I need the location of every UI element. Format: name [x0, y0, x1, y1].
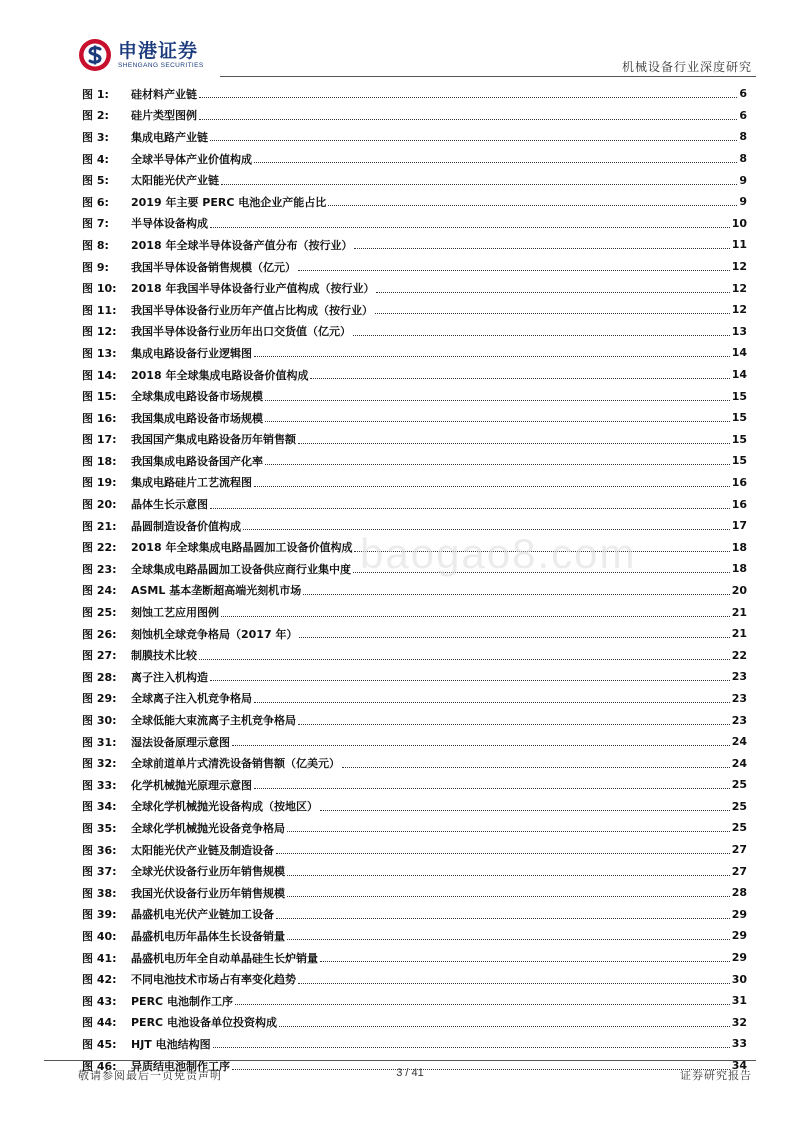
toc-dot-leader	[199, 659, 730, 660]
toc-page-number: 18	[731, 540, 747, 554]
toc-dot-leader	[221, 616, 730, 617]
toc-figure-title: 太阳能光伏产业链	[131, 174, 219, 188]
toc-dot-leader	[353, 335, 730, 336]
toc-entry[interactable]	[82, 774, 747, 796]
toc-dot-leader	[199, 97, 737, 98]
toc-figure-number: 图 20:	[82, 498, 117, 512]
company-logo	[78, 38, 204, 72]
toc-figure-number: 图 25:	[82, 606, 117, 620]
toc-entry[interactable]	[82, 493, 747, 515]
toc-figure-title: 我国半导体设备销售规模（亿元）	[131, 260, 296, 274]
toc-figure-number: 图 6:	[82, 195, 109, 209]
toc-page-number: 13	[731, 324, 747, 338]
toc-page-number: 12	[731, 281, 747, 295]
toc-figure-title: PERC 电池设备单位投资构成	[131, 1016, 277, 1030]
toc-dot-leader	[232, 745, 730, 746]
shengang-logo-icon	[78, 38, 112, 72]
toc-page-number: 34	[731, 1059, 747, 1073]
toc-figure-title: 2019 年主要 PERC 电池企业产能占比	[131, 195, 327, 209]
toc-entry[interactable]	[82, 385, 747, 407]
toc-entry[interactable]	[82, 817, 747, 839]
toc-dot-leader	[376, 292, 729, 293]
toc-figure-number: 图 39:	[82, 908, 117, 922]
toc-dot-leader	[276, 918, 730, 919]
toc-figure-number: 图 46:	[82, 1059, 117, 1073]
toc-page-number: 25	[731, 778, 747, 792]
toc-page-number: 24	[731, 735, 747, 749]
toc-entry[interactable]	[82, 342, 747, 364]
toc-entry[interactable]	[82, 925, 747, 947]
toc-page-number: 9	[739, 173, 747, 187]
toc-page-number: 15	[731, 411, 747, 425]
logo-english-name: SHENGANG SECURITIES	[118, 61, 204, 69]
report-title: 机械设备行业深度研究	[621, 60, 752, 74]
toc-dot-leader	[276, 853, 730, 854]
toc-page-number: 22	[731, 648, 747, 662]
figure-table-of-contents	[82, 83, 747, 1076]
toc-figure-title: 集成电路硅片工艺流程图	[131, 476, 252, 490]
toc-figure-title: 我国光伏设备行业历年销售规模	[131, 886, 285, 900]
toc-entry[interactable]	[82, 580, 747, 602]
toc-entry[interactable]	[82, 105, 747, 127]
toc-figure-number: 图 29:	[82, 692, 117, 706]
toc-entry[interactable]	[82, 882, 747, 904]
toc-page-number: 6	[739, 87, 747, 101]
toc-entry[interactable]	[82, 990, 747, 1012]
toc-dot-leader	[243, 529, 730, 530]
toc-page-number: 8	[739, 152, 747, 166]
toc-entry[interactable]	[82, 709, 747, 731]
toc-page-number: 21	[731, 627, 747, 641]
toc-figure-number: 图 3:	[82, 130, 109, 144]
toc-entry[interactable]	[82, 688, 747, 710]
toc-figure-number: 图 23:	[82, 562, 117, 576]
toc-entry[interactable]	[82, 1033, 747, 1055]
toc-figure-number: 图 12:	[82, 325, 117, 339]
toc-entry[interactable]	[82, 450, 747, 472]
toc-figure-title: 全球半导体产业价值构成	[131, 152, 252, 166]
toc-page-number: 29	[731, 907, 747, 921]
toc-figure-title: 集成电路产业链	[131, 130, 208, 144]
toc-figure-title: 晶盛机电历年晶体生长设备销量	[131, 929, 285, 943]
toc-page-number: 14	[731, 346, 747, 360]
toc-figure-title: HJT 电池结构图	[131, 1037, 211, 1051]
toc-entry[interactable]	[82, 407, 747, 429]
toc-page-number: 29	[731, 951, 747, 965]
toc-page-number: 27	[731, 864, 747, 878]
toc-dot-leader	[279, 1026, 730, 1027]
toc-figure-number: 图 45:	[82, 1037, 117, 1051]
toc-figure-number: 图 21:	[82, 519, 117, 533]
toc-figure-number: 图 38:	[82, 886, 117, 900]
toc-dot-leader	[210, 508, 730, 509]
toc-dot-leader	[342, 767, 730, 768]
toc-figure-number: 图 17:	[82, 433, 117, 447]
toc-page-number: 11	[731, 238, 747, 252]
toc-page-number: 23	[731, 691, 747, 705]
toc-page-number: 14	[731, 368, 747, 382]
toc-page-number: 16	[731, 475, 747, 489]
toc-entry[interactable]	[82, 666, 747, 688]
toc-page-number: 32	[731, 1015, 747, 1029]
toc-figure-title: 全球离子注入机竞争格局	[131, 692, 252, 706]
toc-entry[interactable]	[82, 83, 747, 105]
toc-entry[interactable]	[82, 234, 747, 256]
footer-doc-type: 证券研究报告	[680, 1069, 752, 1082]
toc-entry[interactable]	[82, 169, 747, 191]
toc-dot-leader	[353, 572, 730, 573]
toc-page-number: 33	[731, 1037, 747, 1051]
toc-dot-leader	[287, 896, 730, 897]
toc-dot-leader	[287, 939, 730, 940]
toc-figure-number: 图 19:	[82, 476, 117, 490]
toc-figure-number: 图 31:	[82, 735, 117, 749]
toc-dot-leader	[298, 270, 730, 271]
toc-figure-title: 硅片类型图例	[131, 109, 197, 123]
toc-figure-title: 刻蚀工艺应用图例	[131, 606, 219, 620]
toc-figure-title: PERC 电池制作工序	[131, 994, 233, 1008]
toc-figure-number: 图 11:	[82, 303, 117, 317]
toc-dot-leader	[354, 248, 729, 249]
toc-dot-leader	[303, 594, 729, 595]
toc-entry[interactable]	[82, 472, 747, 494]
toc-dot-leader	[199, 119, 737, 120]
toc-figure-title: 晶圆制造设备价值构成	[131, 519, 241, 533]
toc-entry[interactable]	[82, 860, 747, 882]
toc-figure-number: 图 37:	[82, 865, 117, 879]
toc-figure-title: 晶盛机电历年全自动单晶硅生长炉销量	[131, 951, 318, 965]
toc-dot-leader	[232, 1069, 730, 1070]
toc-page-number: 15	[731, 389, 747, 403]
toc-figure-title: 全球化学机械抛光设备构成（按地区）	[131, 800, 318, 814]
toc-page-number: 9	[739, 195, 747, 209]
toc-figure-number: 图 24:	[82, 584, 117, 598]
toc-page-number: 28	[731, 886, 747, 900]
toc-figure-title: 我国集成电路设备国产化率	[131, 454, 263, 468]
toc-figure-number: 图 13:	[82, 346, 117, 360]
toc-figure-title: 太阳能光伏产业链及制造设备	[131, 843, 274, 857]
toc-entry[interactable]	[82, 601, 747, 623]
toc-page-number: 12	[731, 260, 747, 274]
toc-dot-leader	[254, 788, 730, 789]
toc-figure-title: 全球低能大束流离子主机竞争格局	[131, 714, 296, 728]
toc-dot-leader	[320, 810, 730, 811]
toc-figure-title: ASML 基本垄断超高端光刻机市场	[131, 584, 302, 598]
toc-figure-number: 图 7:	[82, 217, 109, 231]
toc-page-number: 6	[739, 108, 747, 122]
toc-dot-leader	[320, 961, 730, 962]
toc-entry[interactable]	[82, 968, 747, 990]
toc-figure-number: 图 18:	[82, 454, 117, 468]
toc-page-number: 20	[731, 583, 747, 597]
toc-entry[interactable]	[82, 277, 747, 299]
toc-figure-number: 图 27:	[82, 649, 117, 663]
toc-figure-title: 全球集成电路晶圆加工设备供应商行业集中度	[131, 562, 351, 576]
footer-divider	[44, 1060, 756, 1061]
toc-figure-title: 2018 年全球集成电路晶圆加工设备价值构成	[131, 541, 353, 555]
toc-figure-title: 湿法设备原理示意图	[131, 735, 230, 749]
toc-entry[interactable]	[82, 299, 747, 321]
toc-figure-title: 全球光伏设备行业历年销售规模	[131, 865, 285, 879]
toc-entry[interactable]	[82, 126, 747, 148]
toc-figure-title: 全球前道单片式清洗设备销售额（亿美元）	[131, 757, 340, 771]
toc-figure-number: 图 35:	[82, 821, 117, 835]
toc-figure-title: 晶盛机电光伏产业链加工设备	[131, 908, 274, 922]
toc-figure-number: 图 32:	[82, 757, 117, 771]
footer-disclaimer: 敬请参阅最后一页免责声明	[78, 1069, 222, 1082]
toc-figure-title: 全球集成电路设备市场规模	[131, 390, 263, 404]
toc-figure-number: 图 30:	[82, 714, 117, 728]
toc-dot-leader	[210, 227, 730, 228]
toc-entry[interactable]	[82, 558, 747, 580]
watermark: baogao8.com	[360, 530, 637, 577]
toc-page-number: 25	[731, 799, 747, 813]
toc-figure-number: 图 14:	[82, 368, 117, 382]
toc-page-number: 12	[731, 303, 747, 317]
toc-figure-number: 图 2:	[82, 109, 109, 123]
toc-entry[interactable]	[82, 321, 747, 343]
toc-figure-number: 图 33:	[82, 778, 117, 792]
toc-dot-leader	[221, 184, 737, 185]
toc-figure-title: 我国集成电路设备市场规模	[131, 411, 263, 425]
toc-entry[interactable]	[82, 796, 747, 818]
toc-dot-leader	[298, 724, 730, 725]
toc-entry[interactable]	[82, 623, 747, 645]
header-divider	[220, 76, 756, 77]
toc-page-number: 30	[731, 972, 747, 986]
toc-dot-leader	[210, 140, 737, 141]
toc-figure-title: 我国半导体设备行业历年出口交货值（亿元）	[131, 325, 351, 339]
toc-figure-number: 图 22:	[82, 541, 117, 555]
toc-dot-leader	[213, 1047, 730, 1048]
toc-dot-leader	[265, 464, 730, 465]
toc-dot-leader	[328, 205, 737, 206]
toc-entry[interactable]	[82, 429, 747, 451]
toc-entry[interactable]	[82, 191, 747, 213]
toc-figure-title: 2018 年我国半导体设备行业产值构成（按行业）	[131, 282, 375, 296]
toc-entry[interactable]	[82, 839, 747, 861]
toc-entry[interactable]	[82, 731, 747, 753]
toc-figure-number: 图 41:	[82, 951, 117, 965]
toc-dot-leader	[298, 983, 730, 984]
toc-entry[interactable]	[82, 1012, 747, 1034]
toc-page-number: 29	[731, 929, 747, 943]
toc-entry[interactable]	[82, 536, 747, 558]
toc-figure-title: 异质结电池制作工序	[131, 1059, 230, 1073]
page-header	[0, 0, 800, 80]
toc-figure-number: 图 4:	[82, 152, 109, 166]
toc-figure-number: 图 5:	[82, 174, 109, 188]
toc-dot-leader	[375, 313, 730, 314]
toc-dot-leader	[298, 443, 730, 444]
toc-figure-number: 图 8:	[82, 238, 109, 252]
toc-figure-title: 刻蚀机全球竞争格局（2017 年）	[131, 627, 298, 641]
toc-entry[interactable]	[82, 213, 747, 235]
toc-entry[interactable]	[82, 752, 747, 774]
toc-page-number: 16	[731, 497, 747, 511]
toc-figure-number: 图 40:	[82, 929, 117, 943]
toc-page-number: 17	[731, 519, 747, 533]
toc-dot-leader	[254, 486, 730, 487]
toc-figure-title: 我国半导体设备行业历年产值占比构成（按行业）	[131, 303, 373, 317]
toc-page-number: 27	[731, 843, 747, 857]
toc-dot-leader	[287, 831, 730, 832]
toc-page-number: 25	[731, 821, 747, 835]
toc-figure-title: 离子注入机构造	[131, 670, 208, 684]
toc-figure-title: 不同电池技术市场占有率变化趋势	[131, 973, 296, 987]
toc-page-number: 8	[739, 130, 747, 144]
toc-figure-number: 图 26:	[82, 627, 117, 641]
toc-figure-number: 图 42:	[82, 973, 117, 987]
toc-figure-number: 图 43:	[82, 994, 117, 1008]
toc-figure-title: 半导体设备构成	[131, 217, 208, 231]
toc-figure-number: 图 16:	[82, 411, 117, 425]
toc-figure-number: 图 44:	[82, 1016, 117, 1030]
toc-entry[interactable]	[82, 256, 747, 278]
logo-chinese-name: 申港证券	[118, 39, 199, 62]
toc-page-number: 23	[731, 713, 747, 727]
toc-dot-leader	[265, 421, 730, 422]
toc-figure-title: 2018 年全球半导体设备产值分布（按行业）	[131, 238, 353, 252]
toc-page-number: 10	[731, 216, 747, 230]
toc-figure-title: 制膜技术比较	[131, 649, 197, 663]
toc-figure-title: 硅材料产业链	[131, 87, 197, 101]
toc-entry[interactable]	[82, 904, 747, 926]
toc-page-number: 23	[731, 670, 747, 684]
toc-figure-number: 图 28:	[82, 670, 117, 684]
toc-figure-title: 化学机械抛光原理示意图	[131, 778, 252, 792]
toc-page-number: 31	[731, 994, 747, 1008]
toc-entry[interactable]	[82, 515, 747, 537]
toc-dot-leader	[254, 702, 730, 703]
toc-dot-leader	[210, 680, 730, 681]
toc-dot-leader	[299, 637, 729, 638]
toc-dot-leader	[235, 1004, 730, 1005]
toc-entry[interactable]	[82, 644, 747, 666]
toc-page-number: 15	[731, 432, 747, 446]
toc-dot-leader	[287, 875, 730, 876]
toc-figure-title: 集成电路设备行业逻辑图	[131, 346, 252, 360]
toc-figure-title: 我国国产集成电路设备历年销售额	[131, 433, 296, 447]
toc-figure-number: 图 1:	[82, 87, 109, 101]
toc-page-number: 18	[731, 562, 747, 576]
toc-entry[interactable]	[82, 947, 747, 969]
toc-figure-title: 晶体生长示意图	[131, 498, 208, 512]
toc-entry[interactable]	[82, 364, 747, 386]
toc-dot-leader	[254, 162, 737, 163]
toc-dot-leader	[265, 400, 730, 401]
toc-dot-leader	[354, 551, 729, 552]
toc-page-number: 24	[731, 756, 747, 770]
toc-figure-number: 图 10:	[82, 282, 117, 296]
toc-entry[interactable]	[82, 148, 747, 170]
toc-figure-number: 图 15:	[82, 390, 117, 404]
toc-figure-number: 图 9:	[82, 260, 109, 274]
page-number: 3 / 41	[396, 1067, 424, 1079]
toc-page-number: 15	[731, 454, 747, 468]
toc-dot-leader	[310, 378, 729, 379]
toc-dot-leader	[254, 356, 730, 357]
toc-figure-number: 图 34:	[82, 800, 117, 814]
toc-figure-title: 2018 年全球集成电路设备价值构成	[131, 368, 309, 382]
toc-page-number: 21	[731, 605, 747, 619]
toc-figure-number: 图 36:	[82, 843, 117, 857]
toc-figure-title: 全球化学机械抛光设备竞争格局	[131, 821, 285, 835]
